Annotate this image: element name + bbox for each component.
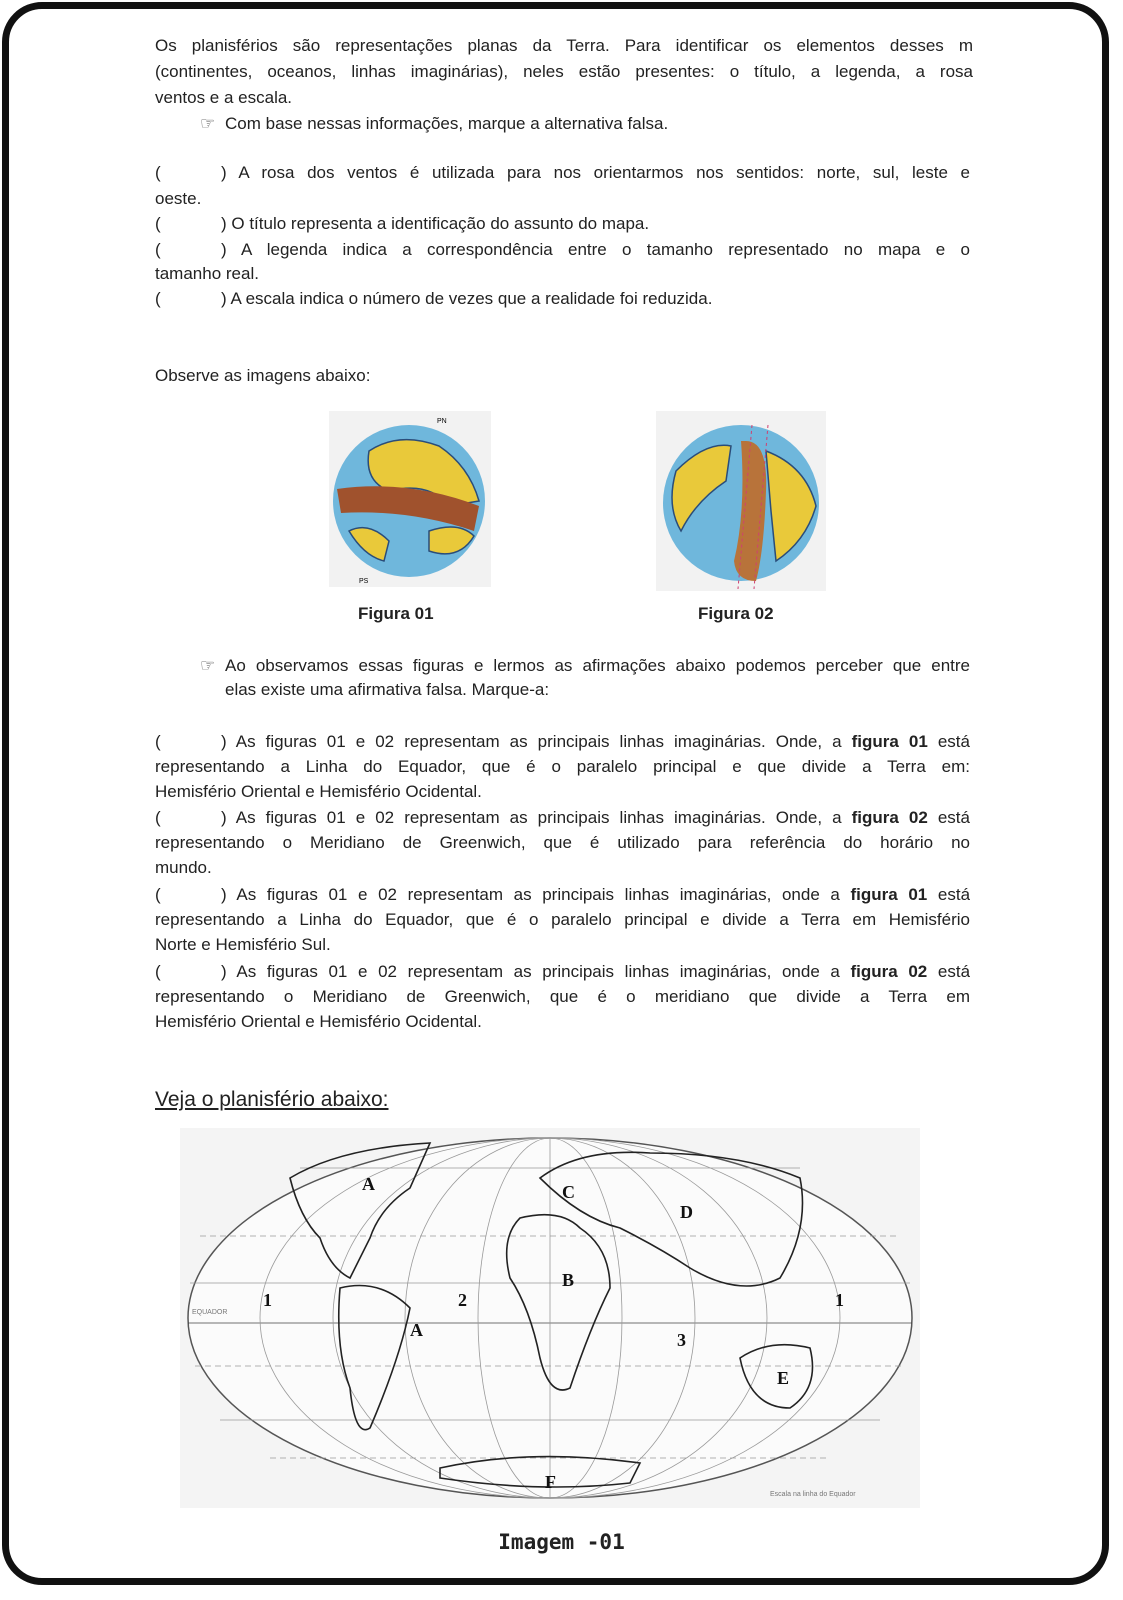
map-label-a-north: A [362, 1174, 375, 1194]
answer-blank[interactable]: ( [155, 214, 161, 233]
map-label-1-left: 1 [263, 1290, 272, 1310]
q2-option-1[interactable]: ( ) As figuras 01 e 02 representam as principais linhas imaginárias. Onde, a figura 01 está [155, 730, 970, 754]
q2-option-3[interactable]: ( ) As figuras 01 e 02 representam as principais linhas imaginárias, onde a figura 01 está [155, 883, 970, 907]
intro-line: Os planisférios são representações planas da Terra. Para identificar os elementos desses m [155, 36, 973, 55]
q2-option-1-cont: representando a Linha do Equador, que é o paralelo principal e que divide a Terra em: [155, 757, 970, 776]
intro-line: (continentes, oceanos, linhas imaginárias), neles estão presentes: o título, a legenda, a rosa [155, 62, 973, 81]
scale-note: Escala na linha do Equador [770, 1491, 856, 1498]
map-label-c: C [562, 1182, 575, 1202]
svg-text:PS: PS [359, 578, 369, 585]
q2-option-2-cont: mundo. [155, 858, 212, 877]
figure-01-globe-image [329, 411, 491, 587]
instruction-2-cont: elas existe uma afirmativa falsa. Marque-a: [225, 680, 550, 699]
q2-option-2[interactable]: ( ) As figuras 01 e 02 representam as principais linhas imaginárias. Onde, a figura 02 está [155, 806, 970, 830]
q2-option-1-cont: Hemisfério Oriental e Hemisfério Ocidental. [155, 782, 482, 801]
image-caption: Imagem -01 [498, 1530, 625, 1554]
equator-label: EQUADOR [192, 1309, 228, 1316]
world-map-image [180, 1128, 920, 1508]
q2-option-3-cont: Norte e Hemisfério Sul. [155, 935, 331, 954]
q2-option-2-cont: representando o Meridiano de Greenwich, que é utilizado para referência do horário no [155, 833, 970, 852]
answer-blank[interactable]: ( [155, 289, 161, 308]
svg-text:PN: PN [437, 418, 447, 425]
map-label-f: F [545, 1472, 556, 1492]
observe-text: Observe as imagens abaixo: [155, 366, 371, 385]
map-label-2: 2 [458, 1290, 467, 1310]
map-label-b: B [562, 1270, 575, 1290]
q1-option-3-cont: tamanho real. [155, 264, 259, 283]
map-label-1-right: 1 [835, 1290, 844, 1310]
q2-option-4-cont: Hemisfério Oriental e Hemisfério Ocidental. [155, 1012, 482, 1031]
q2-option-4-cont: representando o Meridiano de Greenwich, que é o meridiano que divide a Terra em [155, 987, 970, 1006]
q1-option-1-cont: oeste. [155, 189, 202, 208]
answer-blank[interactable]: ( [155, 808, 161, 827]
intro-line: ventos e a escala. [155, 88, 293, 107]
q1-option-1[interactable]: ( ) A rosa dos ventos é utilizada para nos orientarmos nos sentidos: norte, sul, leste e [155, 161, 970, 185]
instruction-text: Com base nessas informações, marque a alternativa falsa. [225, 114, 669, 133]
answer-blank[interactable]: ( [155, 240, 161, 259]
instruction-1 [200, 112, 1015, 136]
map-label-a-south: A [410, 1320, 423, 1340]
map-label-d: D [680, 1202, 693, 1222]
figure-01-caption: Figura 01 [358, 604, 434, 623]
q2-option-4[interactable]: ( ) As figuras 01 e 02 representam as principais linhas imaginárias, onde a figura 02 está [155, 960, 970, 984]
map-label-3: 3 [677, 1330, 686, 1350]
q2-option-3-cont: representando a Linha do Equador, que é o paralelo principal e divide a Terra em Hemisfério [155, 910, 970, 929]
pointing-hand-icon: ☞ [200, 656, 216, 675]
answer-blank[interactable]: ( [155, 163, 161, 182]
answer-blank[interactable]: ( [155, 732, 161, 751]
q1-option-3[interactable]: ( ) A legenda indica a correspondência entre o tamanho representado no mapa e o [155, 238, 970, 262]
figure-02-globe-image [656, 411, 826, 591]
instruction-2: ☞ Ao observamos essas figuras e lermos as afirmações abaixo podemos perceber que entre [200, 654, 970, 678]
figure-02-caption: Figura 02 [698, 604, 774, 623]
map-section-title: Veja o planisfério abaixo: [155, 1088, 389, 1111]
pointing-hand-icon: ☞ [200, 114, 216, 133]
answer-blank[interactable]: ( [155, 885, 161, 904]
answer-blank[interactable]: ( [155, 962, 161, 981]
q1-option-4[interactable]: ( ) A escala indica o número de vezes que a realidade foi reduzida. [155, 287, 970, 311]
q1-option-2[interactable]: ( ) O título representa a identificação do assunto do mapa. [155, 212, 970, 236]
map-label-e: E [777, 1368, 790, 1388]
